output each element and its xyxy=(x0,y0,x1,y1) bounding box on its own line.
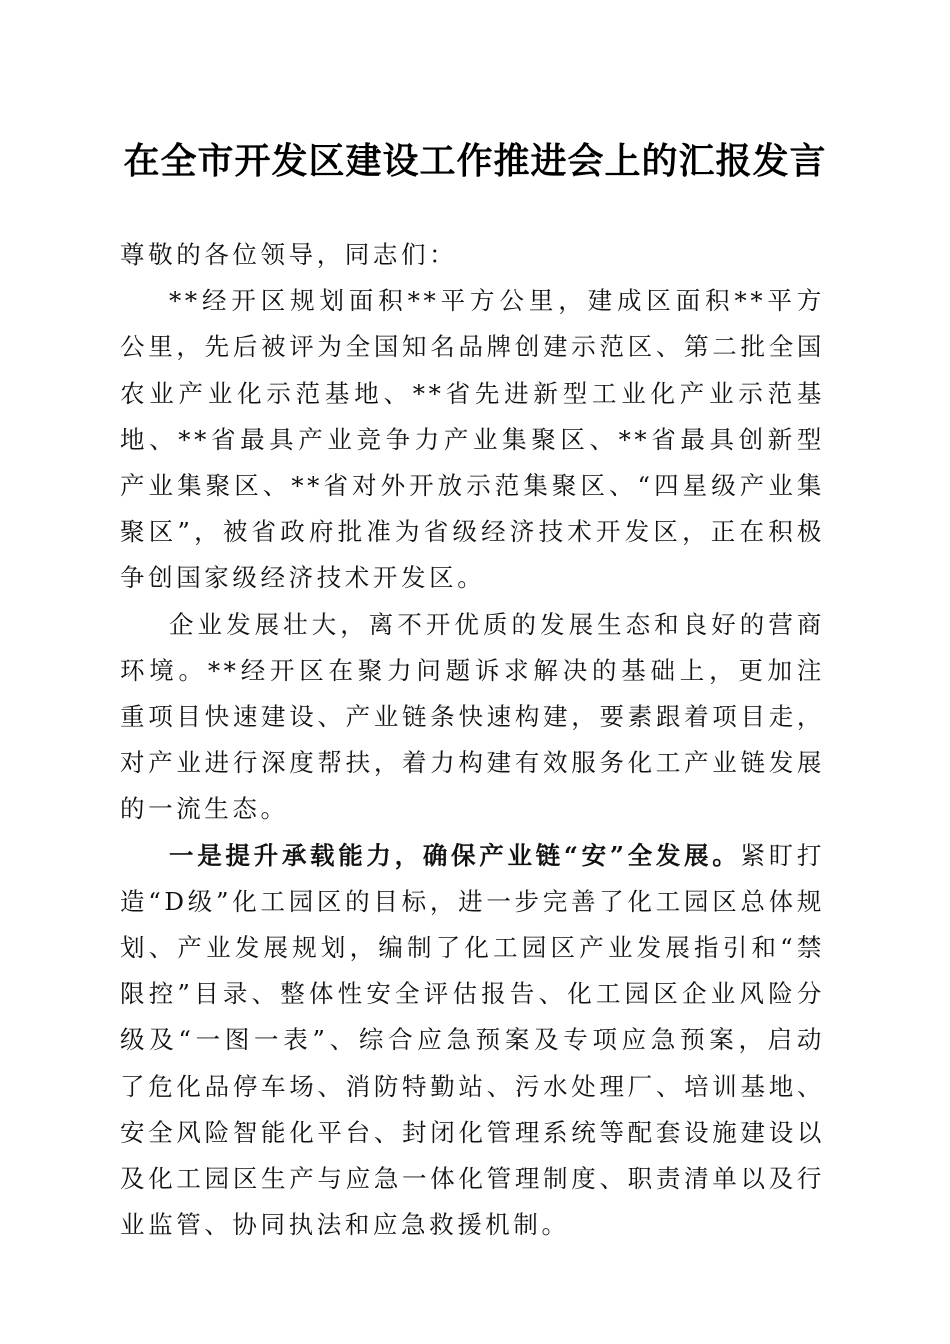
document-body xyxy=(120,232,825,1248)
paragraph-text: **经开区规划面积**平方公里，建成区面积**平方公里，先后被评为全国知名品牌创建示范区、第二批全国农业产业化示范基地、**省先进新型工业化产业示范基地、**省最具产业竞争力产业集聚区、**省最具创新型产业集聚区、**省对外开放示范集聚区、“四星级产业集聚区”，被省政府批准为省级经济技术开发区，正在积极争创国家级经济技术开发区。 xyxy=(120,286,825,593)
salutation: 尊敬的各位领导，同志们： xyxy=(120,240,458,269)
paragraph-lead: 一是提升承载能力，确保产业链“安”全发展。 xyxy=(169,840,741,870)
paragraph-overview xyxy=(120,278,825,601)
paragraph-ecosystem xyxy=(120,602,825,833)
paragraph-text: 企业发展壮大，离不开优质的发展生态和良好的营商环境。**经开区在聚力问题诉求解决的基础上，更加注重项目快速建设、产业链条快速构建，要素跟着项目走，对产业进行深度帮扶，着力构建有效服务化工产业链发展的一流生态。 xyxy=(120,609,825,824)
paragraph-text: 紧盯打造“D级”化工园区的目标，进一步完善了化工园区总体规划、产业发展规划，编制了化工园区产业发展指引和“禁限控”目录、整体性安全评估报告、化工园区企业风险分级及“一图一表”、综合应急预案及专项应急预案，启动了危化品停车场、消防特勤站、污水处理厂、培训基地、安全风险智能化平台、封闭化管理系统等配套设施建设以及化工园区生产与应急一体化管理制度、职责清单以及行业监管、协同执法和应急救援机制。 xyxy=(120,840,825,1240)
document-title: 在全市开发区建设工作推进会上的汇报发言 xyxy=(123,140,827,182)
paragraph-capacity xyxy=(120,833,825,1249)
